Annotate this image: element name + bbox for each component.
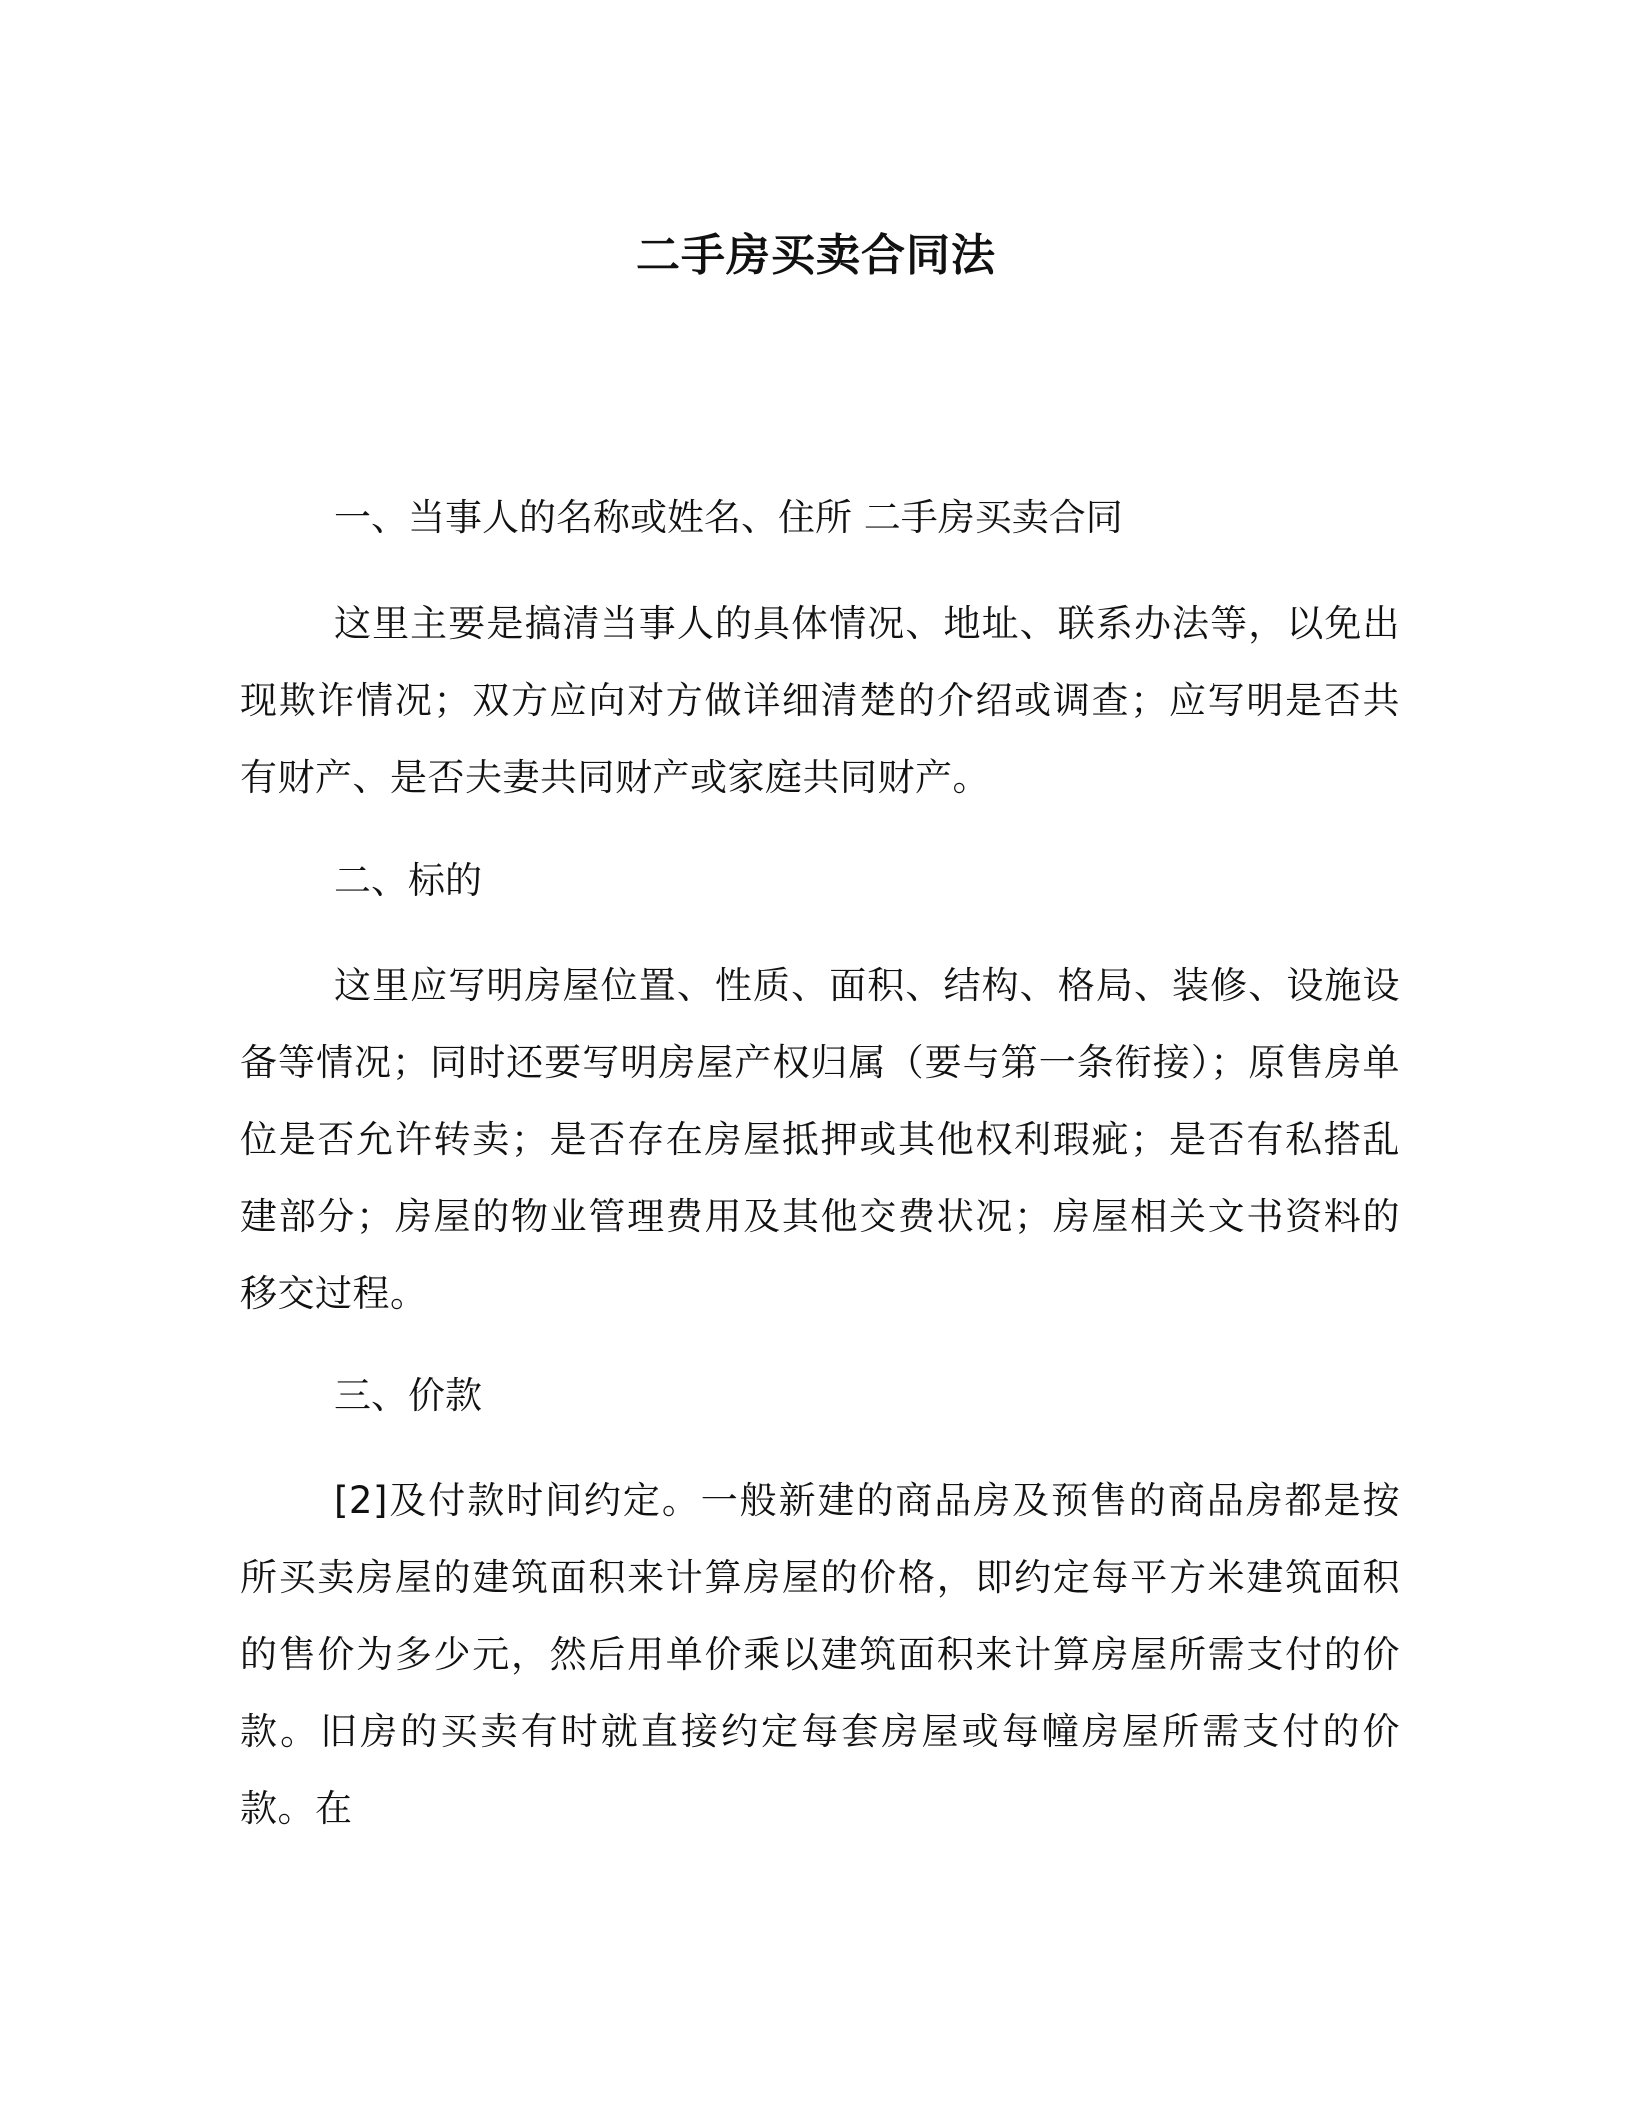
section-body-2: 这里应写明房屋位置、性质、面积、结构、格局、装修、设施设备等情况；同时还要写明房屋产权归属（要与第一条衔接）；原售房单位是否允许转卖；是否存在房屋抵押或其他权利瑕疵；是否有私搭乱建部分；房屋的物业管理费用及其他交费状况；房屋相关文书资料的移交过程。 — [240, 964, 1400, 1315]
section-body-3: [2]及付款时间约定。一般新建的商品房及预售的商品房都是按所买卖房屋的建筑面积来计算房屋的价格，即约定每平方米建筑面积的售价为多少元，然后用单价乘以建筑面积来计算房屋所需支付的价款。旧房的买卖有时就直接约定每套房屋或每幢房屋所需支付的价款。在 — [240, 1479, 1400, 1830]
section-heading-1: 一、当事人的名称或姓名、住所 二手房买卖合同 — [334, 496, 1123, 539]
section-body-1: 这里主要是搞清当事人的具体情况、地址、联系办法等，以免出现欺诈情况；双方应向对方做详细清楚的介绍或调查；应写明是否共有财产、是否夫妻共同财产或家庭共同财产。 — [240, 602, 1400, 799]
section-heading-2: 二、标的 — [334, 859, 482, 902]
section-heading-3: 三、价款 — [334, 1374, 482, 1417]
document-title: 二手房买卖合同法 — [636, 230, 996, 281]
